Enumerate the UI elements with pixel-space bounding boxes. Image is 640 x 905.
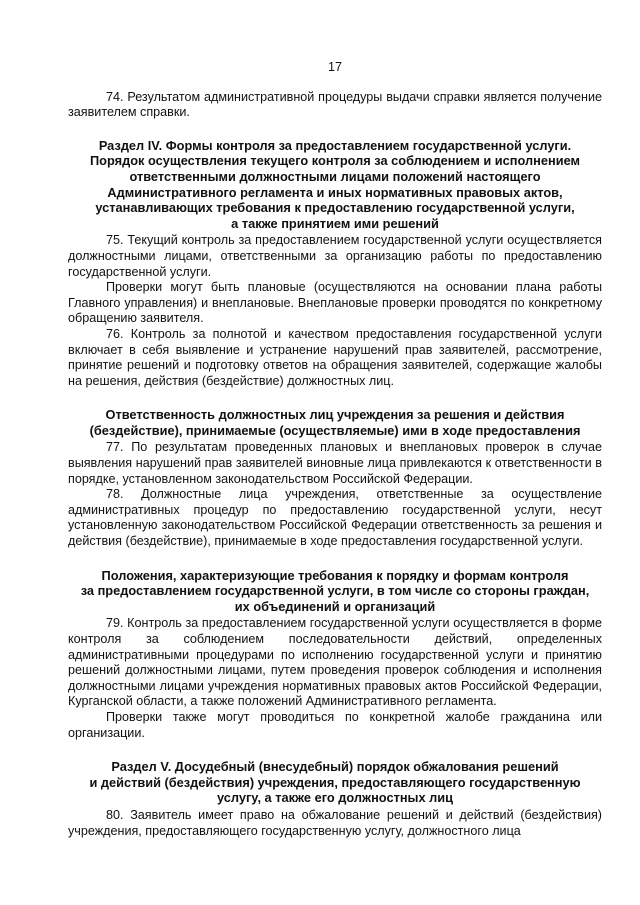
section-heading: [68, 759, 602, 806]
paragraph: 77. По результатам проведенных плановых и внеплановых проверок в случае выявления нарушений прав заявителей виновные лица привлекаются к ответственности в порядке, установленном законодательством Российской Федерации.: [68, 440, 602, 486]
heading-line: (бездействие), принимаемые (осуществляемые) ими в ходе предоставления: [89, 422, 581, 438]
section-heading: [68, 138, 602, 232]
heading-line: услугу, а также его должностных лиц: [216, 790, 454, 806]
heading-line: устанавливающих требования к предоставлению государственной услуги,: [95, 200, 575, 216]
paragraph: Проверки также могут проводиться по конкретной жалобе гражданина или организации.: [68, 709, 602, 740]
paragraph: 79. Контроль за предоставлением государственной услуги осуществляется в форме контроля за соблюдением последовательности действий, определенных административными процедурами по исполнению государственной услуги и принятию решений должностными лицами, путем проведения проверок соблюдения и исполнения должностными лицами учреждения нормативных правовых актов Российской Федерации, Курганской области, а также положений Административного регламента.: [68, 616, 602, 709]
document-page: [68, 60, 602, 839]
heading-line: за предоставлением государственной услуги, в том числе со стороны граждан,: [80, 583, 590, 599]
page-number: 17: [327, 60, 342, 74]
paragraph: 80. Заявитель имеет право на обжалование решений и действий (бездействия) учреждения, предоставляющего государственную услугу, должностного лица: [68, 807, 602, 838]
heading-line: Порядок осуществления текущего контроля за соблюдением и исполнением: [89, 153, 580, 169]
heading-line: а также принятием ими решений: [231, 215, 439, 231]
paragraph: 76. Контроль за полнотой и качеством предоставления государственной услуги включает в себя выявление и устранение нарушений прав заявителей, рассмотрение, принятие решений и подготовку ответов на обращения заявителей, содержащие жалобы на решения, действия (бездействие) должностных лиц.: [68, 326, 602, 388]
heading-line: их объединений и организаций: [234, 598, 436, 614]
heading-line: Административного регламента и иных нормативных правовых актов,: [107, 184, 563, 200]
paragraph: 74. Результатом административной процедуры выдачи справки является получение заявителем справки.: [68, 89, 602, 120]
heading-line: ответственными должностными лицами положений настоящего: [129, 168, 541, 184]
paragraph: 78. Должностные лица учреждения, ответственные за осуществление административных процедур по предоставлению государственной услуги, несут установленную законодательством Российской Федерации ответственность за решения и действия (бездействие), принимаемые в ходе предоставления государственной услуги.: [68, 487, 602, 549]
section-heading: [68, 568, 602, 615]
heading-line: Положения, характеризующие требования к порядку и формам контроля: [101, 567, 569, 583]
section-heading: [68, 407, 602, 438]
heading-line: Ответственность должностных лиц учреждения за решения и действия: [105, 407, 565, 423]
heading-line: Раздел V. Досудебный (внесудебный) порядок обжалования решений: [111, 759, 559, 775]
heading-line: Раздел IV. Формы контроля за предоставлением государственной услуги.: [98, 137, 572, 153]
heading-line: и действий (бездействия) учреждения, предоставляющего государственную: [89, 774, 581, 790]
paragraph: 75. Текущий контроль за предоставлением государственной услуги осуществляется должностными лицами, ответственными за организацию работы по предоставлению государственной услуги.: [68, 233, 602, 279]
paragraph: Проверки могут быть плановые (осуществляются на основании плана работы Главного управления) и внеплановые. Внеплановые проверки проводятся по конкретному обращению заявителя.: [68, 280, 602, 326]
document-body: [68, 90, 602, 840]
